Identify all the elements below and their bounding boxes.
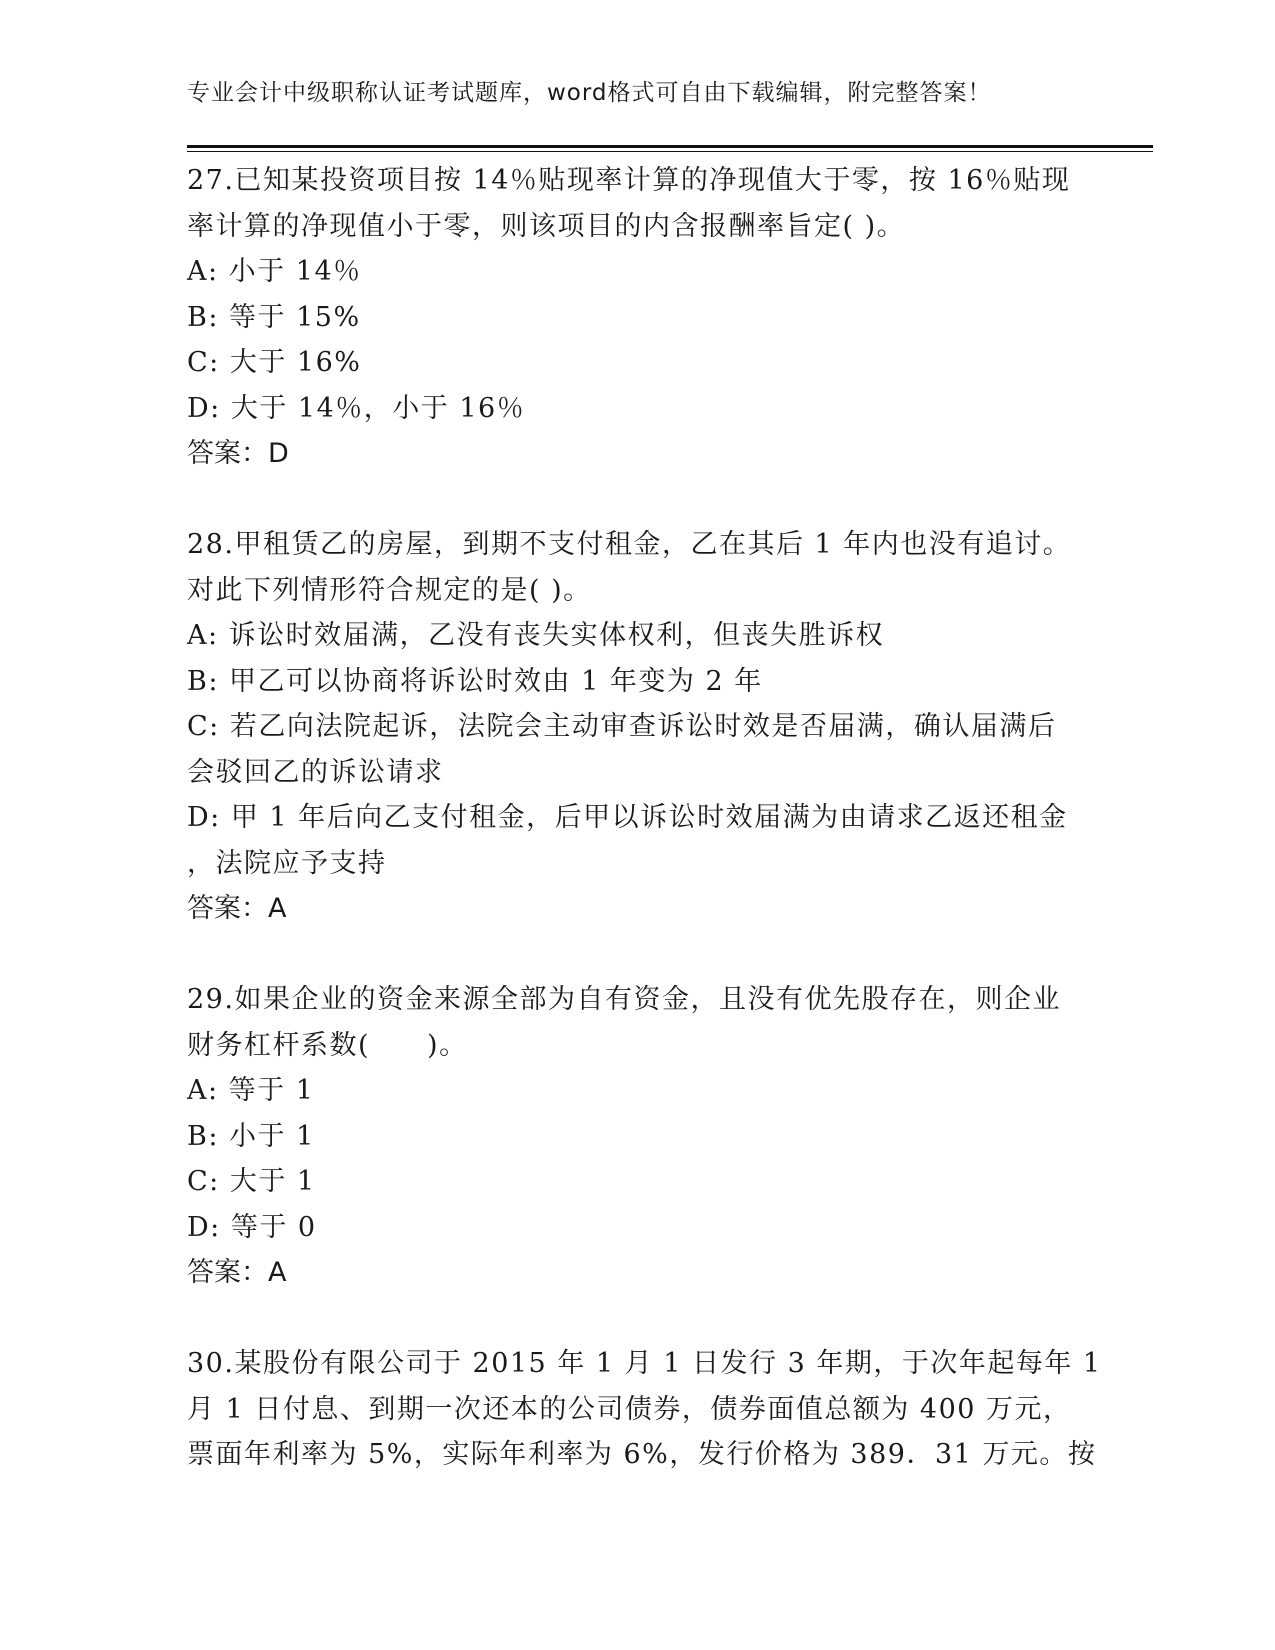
answer-line: 答案：A — [187, 893, 287, 924]
question-text-line: 30.某股份有限公司于 2015 年 1 月 1 日发行 3 年期，于次年起每年 1 — [187, 1348, 1102, 1379]
option-b: B: 甲乙可以协商将诉讼时效由 1 年变为 2 年 — [187, 665, 763, 697]
question-29 — [187, 977, 1087, 1296]
option-a: A: 诉讼时效届满，乙没有丧失实体权利，但丧失胜诉权 — [187, 620, 885, 651]
question-text-line: 率计算的净现值小于零，则该项目的内含报酬率旨定( )。 — [187, 210, 906, 242]
question-text-line: 对此下列情形符合规定的是( )。 — [187, 574, 592, 606]
answer-line: 答案：D — [187, 438, 289, 469]
question-text-line: 27.已知某投资项目按 14％贴现率计算的净现值大于零，按 16％贴现 — [187, 165, 1071, 196]
option-c: C: 大于 1 — [187, 1166, 316, 1197]
option-c: C: 若乙向法院起诉，法院会主动审查诉讼时效是否届满，确认届满后 — [187, 711, 1057, 742]
question-spacer — [187, 932, 1087, 978]
option-d: D: 大于 14％，小于 16％ — [187, 392, 526, 424]
header-rule-thin — [187, 151, 1153, 152]
option-c: C: 大于 16% — [187, 347, 362, 378]
option-c-continued: 会驳回乙的诉讼请求 — [187, 756, 444, 788]
question-30 — [187, 1341, 1102, 1478]
option-a: A: 等于 1 — [187, 1075, 315, 1106]
answer-line: 答案：A — [187, 1257, 287, 1288]
question-28 — [187, 522, 1087, 932]
question-spacer — [187, 477, 1087, 523]
question-text-line: 28.甲租赁乙的房屋，到期不支付租金，乙在其后 1 年内也没有追讨。 — [187, 529, 1072, 560]
option-d: D: 甲 1 年后向乙支付租金，后甲以诉讼时效届满为由请求乙返还租金 — [187, 802, 1068, 833]
option-a: A: 小于 14％ — [187, 256, 362, 287]
option-b: B: 小于 1 — [187, 1120, 315, 1152]
question-text-line: 票面年利率为 5%，实际年利率为 6%，发行价格为 389．31 万元。按 — [187, 1439, 1097, 1470]
question-text-line: 29.如果企业的资金来源全部为自有资金，且没有优先股存在，则企业 — [187, 984, 1061, 1015]
question-list — [187, 158, 1102, 1478]
question-text-line: 月 1 日付息、到期一次还本的公司债券，债券面值总额为 400 万元， — [187, 1393, 1072, 1425]
option-b: B: 等于 15% — [187, 301, 361, 333]
question-spacer — [187, 1296, 1087, 1342]
question-text-line: 财务杠杆系数( )。 — [187, 1029, 468, 1061]
option-d-continued: ，法院应予支持 — [187, 847, 387, 879]
document-header: 专业会计中级职称认证考试题库，word格式可自由下载编辑，附完整答案！ — [187, 80, 992, 106]
header-rule-thick — [187, 145, 1153, 148]
option-d: D: 等于 0 — [187, 1211, 317, 1243]
question-27 — [187, 158, 1087, 477]
